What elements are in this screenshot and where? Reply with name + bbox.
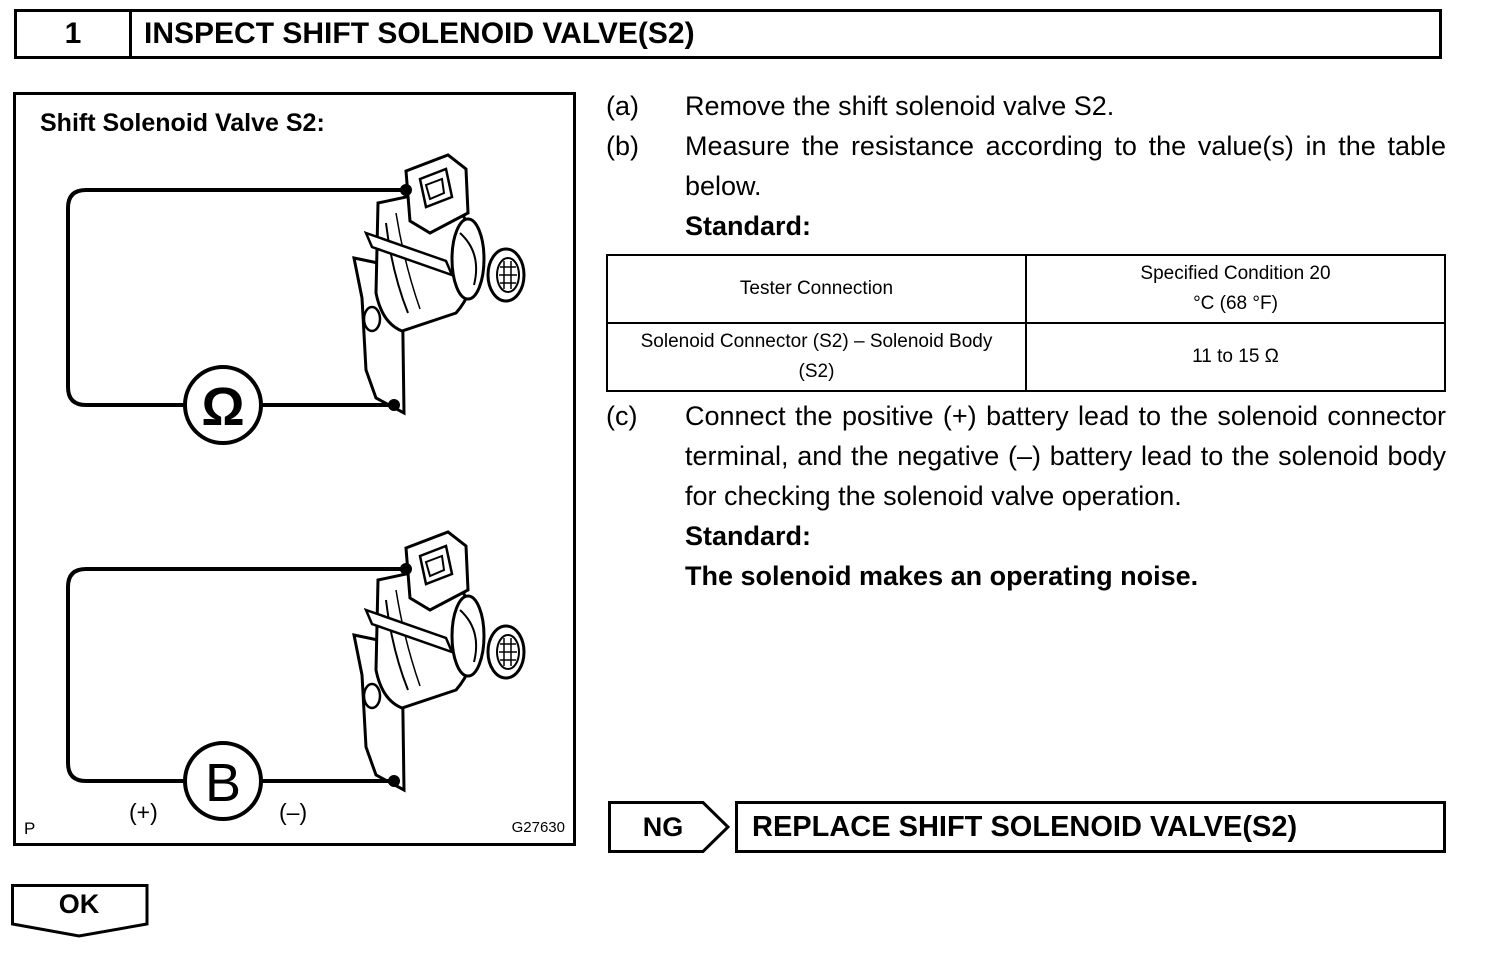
step-title: INSPECT SHIFT SOLENOID VALVE(S2) xyxy=(144,17,695,50)
figure-code: G27630 xyxy=(511,819,565,836)
table-header xyxy=(1026,255,1445,323)
table-cell: 11 to 15 Ω xyxy=(1026,323,1445,391)
ng-label: NG xyxy=(642,811,684,842)
ohm-symbol: Ω xyxy=(201,377,245,437)
ng-action: REPLACE SHIFT SOLENOID VALVE(S2) xyxy=(735,801,1446,853)
step-a xyxy=(606,86,1446,126)
step-b xyxy=(606,126,1446,246)
battery-symbol: B xyxy=(204,753,242,813)
step-label: (c) xyxy=(606,401,638,431)
step-text: Remove the shift solenoid valve S2. xyxy=(685,91,1115,121)
step-label: (b) xyxy=(606,131,639,161)
standard-text: The solenoid makes an operating noise. xyxy=(685,561,1199,591)
ok-result xyxy=(11,884,151,939)
step-c xyxy=(606,396,1446,596)
table-row xyxy=(607,323,1445,391)
step-text: Measure the resistance according to the value(s) in the table below. xyxy=(685,131,1446,201)
instruction-steps xyxy=(606,86,1446,596)
figure-title: Shift Solenoid Valve S2: xyxy=(40,109,325,137)
solenoid-diagram xyxy=(16,95,573,843)
step-text: Connect the positive (+) battery lead to the solenoid connector terminal, and the negative (–) battery lead to the solenoid body for checking the solenoid valve operation. xyxy=(685,401,1446,511)
ok-label: OK xyxy=(58,888,100,919)
step-label: (a) xyxy=(606,91,639,121)
spec-table xyxy=(606,254,1446,392)
positive-label: (+) xyxy=(129,799,158,825)
ng-result xyxy=(608,801,730,853)
step-number: 1 xyxy=(17,12,132,56)
figure-corner-label: P xyxy=(24,819,36,838)
solenoid-figure xyxy=(13,92,576,846)
standard-label: Standard: xyxy=(685,211,812,241)
table-cell xyxy=(607,323,1026,391)
table-header: Tester Connection xyxy=(607,255,1026,323)
table-cell-text: Solenoid Connector (S2) – Solenoid Body (S2) xyxy=(640,331,993,382)
standard-label: Standard: xyxy=(685,521,812,551)
step-header xyxy=(14,9,1442,59)
table-header-text: Specified Condition 20 °C (68 °F) xyxy=(1140,263,1331,314)
table-header-row xyxy=(607,255,1445,323)
negative-label: (–) xyxy=(279,799,308,825)
